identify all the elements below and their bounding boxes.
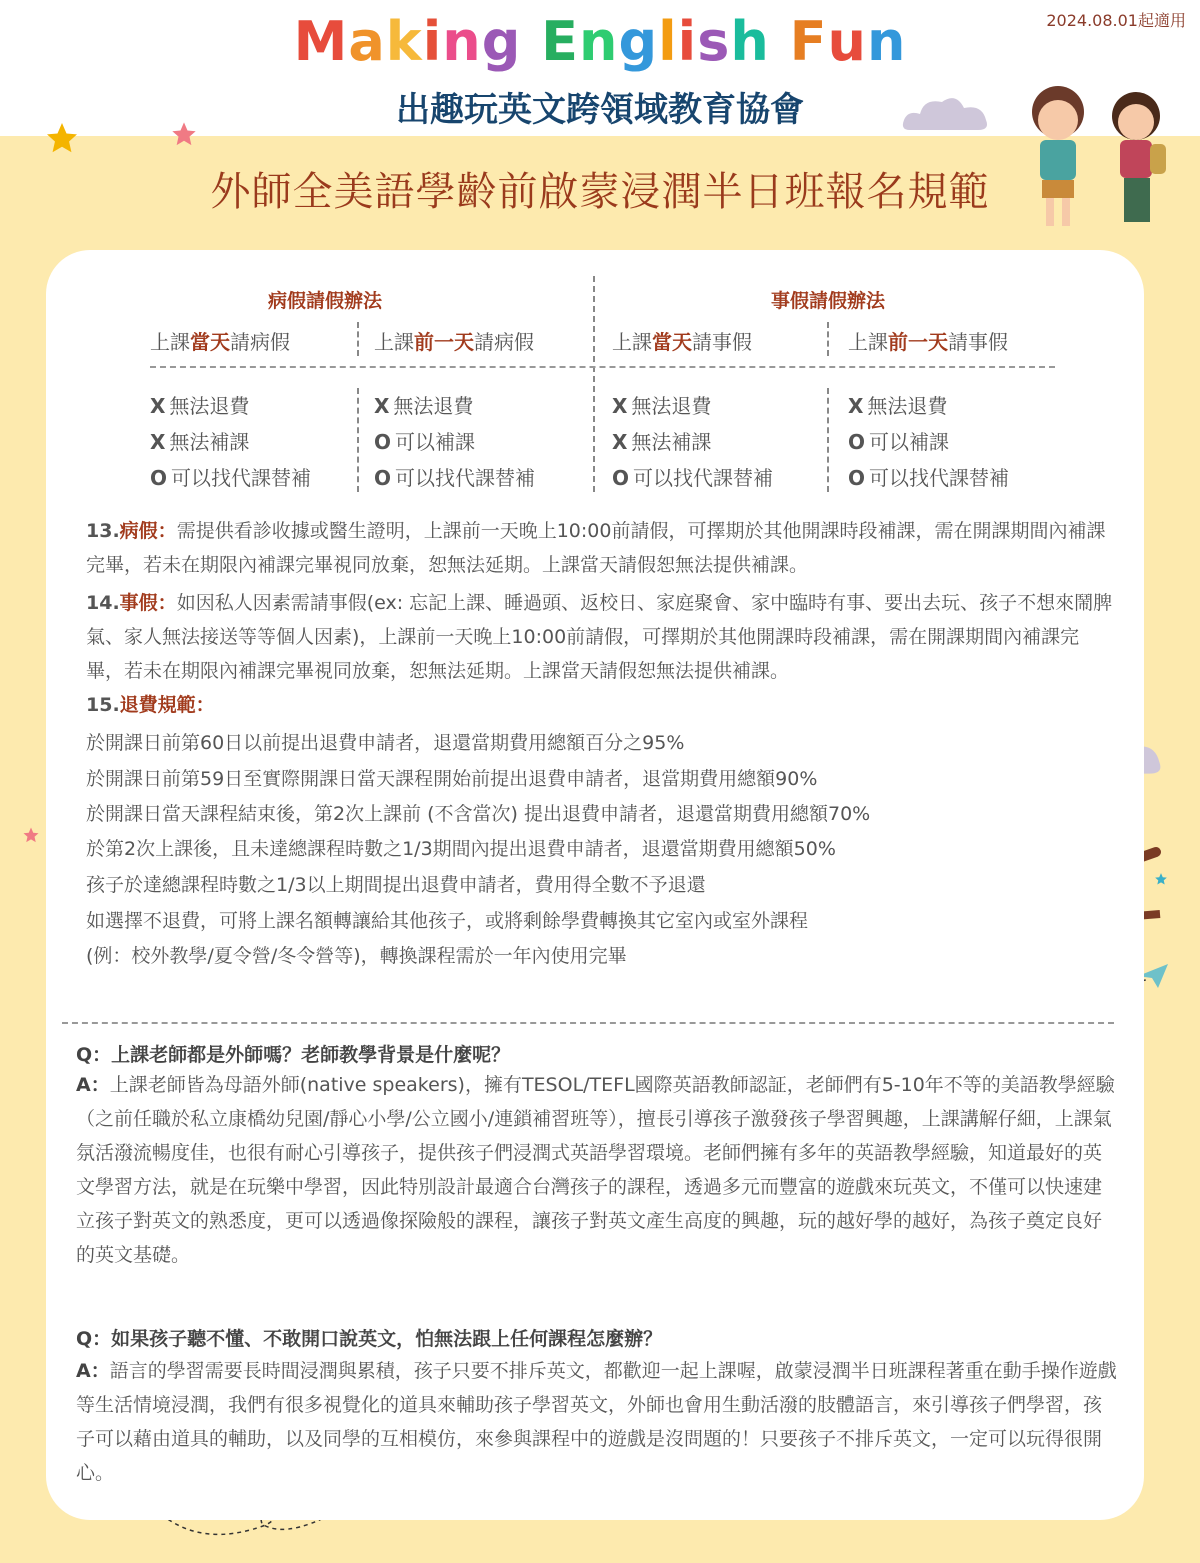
brand-letter: i xyxy=(422,10,443,73)
faq-answer: A：上課老師皆為母語外師(native speakers)，擁有TESOL/TEFL國際英語教師認証，老師們有5-10年不等的美語教學經驗（之前任職於私立康橋幼兒園/靜心小學/公立國小/連鎖補習班等），擅長引導孩子激發孩子學習興趣，上課講解仔細，上課氣氛活潑流暢度佳，也很有耐心引導孩子，提供孩子們浸潤式英語學習環境。老師們擁有多年的英語教學經驗，知道最好的英文學習方法，就是在玩樂中學習，因此特別設計最適合台灣孩子的課程，透過多元而豐富的遊戲來玩英文，不僅可以快速建立孩子對英文的熟悉度，更可以透過像探險般的課程，讓孩子對英文產生高度的興趣，玩的越好學的越好，為孩子奠定良好的英文基礎。 xyxy=(76,1074,1115,1266)
brand-letter: g xyxy=(481,10,522,73)
section-divider xyxy=(62,1022,1114,1024)
rule-item: O 可以補課 xyxy=(848,430,950,454)
brand-letter: E xyxy=(541,10,580,73)
brand-letter: u xyxy=(827,10,867,73)
table-divider xyxy=(593,276,595,492)
brand-letter: n xyxy=(866,10,907,73)
brand-letter: n xyxy=(579,10,619,73)
rule-item: O 可以找代課替補 xyxy=(374,466,536,490)
rule-item: O 可以找代課替補 xyxy=(612,466,774,490)
rule-item: X 無法補課 xyxy=(612,430,712,454)
column-header: 上課當天請事假 xyxy=(612,330,752,354)
brand-letter: a xyxy=(348,10,386,73)
brand-letter xyxy=(521,10,541,73)
rule-15-refund-heading: 15.退費規範： xyxy=(86,694,215,716)
rule-column xyxy=(150,388,311,496)
faq-answer: A：語言的學習需要長時間浸潤與累積，孩子只要不排斥英文，都歡迎一起上課喔，啟蒙浸潤半日班課程著重在動手操作遊戲等生活情境浸潤，我們有很多視覺化的道具來輔助孩子學習英文，外師也會用生動活潑的肢體語言，來引導孩子們學習，孩子可以藉由道具的輔助，以及同學的互相模仿，來參與課程中的遊戲是沒問題的！只要孩子不排斥英文，一定可以玩得很開心。 xyxy=(76,1360,1117,1484)
brand-letter: h xyxy=(730,10,770,73)
refund-rule: 孩子於達總課程時數之1/3以上期間提出退費申請者，費用得全數不予退還 xyxy=(86,874,706,896)
leave-policy-table xyxy=(100,276,1060,496)
page-title: 外師全美語學齡前啟蒙浸潤半日班報名規範 xyxy=(210,169,990,215)
brand-letter: g xyxy=(618,10,659,73)
table-divider xyxy=(827,322,829,356)
rule-item: O 可以找代課替補 xyxy=(150,466,312,490)
refund-rule: 於開課日前第60日以前提出退費申請者，退還當期費用總額百分之95% xyxy=(86,732,685,754)
rule-item: X 無法退費 xyxy=(150,394,250,418)
rule-item: X 無法補課 xyxy=(150,430,250,454)
table-divider xyxy=(357,322,359,356)
brand-letter: i xyxy=(677,10,698,73)
brand-letter: s xyxy=(697,10,731,73)
rule-column xyxy=(848,388,1009,496)
sick-leave-title: 病假請假辦法 xyxy=(267,290,382,312)
effective-date: 2024.08.01起適用 xyxy=(1046,11,1186,30)
brand-letter xyxy=(770,10,790,73)
brand-letter: k xyxy=(385,10,423,73)
table-divider xyxy=(150,366,1055,368)
rule-item: X 無法退費 xyxy=(374,394,474,418)
brand-letter: F xyxy=(789,10,828,73)
table-divider xyxy=(357,388,359,492)
brand-logo-title xyxy=(0,10,1200,73)
faq-question: Q：如果孩子聽不懂、不敢開口說英文，怕無法跟上任何課程怎麼辦？ xyxy=(76,1328,663,1350)
personal-leave-title: 事假請假辦法 xyxy=(770,290,885,312)
column-header: 上課前一天請病假 xyxy=(374,330,534,354)
rule-column xyxy=(612,388,773,496)
brand-letter: l xyxy=(658,10,678,73)
rule-item: X 無法退費 xyxy=(848,394,948,418)
brand-letter: n xyxy=(442,10,482,73)
star-icon xyxy=(22,826,40,844)
rule-13-sick-leave: 13.病假：需提供看診收據或醫生證明，上課前一天晚上10:00前請假，可擇期於其他開課時段補課，需在開課期間內補課完畢，若未在期限內補課完畢視同放棄，恕無法延期。上課當天請假恕無法提供補課。 xyxy=(86,520,1106,576)
rule-column xyxy=(374,388,535,496)
refund-rule: 如選擇不退費，可將上課名額轉讓給其他孩子，或將剩餘學費轉換其它室內或室外課程 xyxy=(86,910,809,932)
rule-item: O 可以找代課替補 xyxy=(848,466,1010,490)
organization-name: 出趣玩英文跨領域教育協會 xyxy=(396,90,804,130)
refund-rule: 於開課日前第59日至實際開課日當天課程開始前提出退費申請者，退當期費用總額90% xyxy=(86,768,818,790)
rule-item: O 可以補課 xyxy=(374,430,476,454)
refund-rule: 於第2次上課後，且未達總課程時數之1/3期間內提出退費申請者，退還當期費用總額50% xyxy=(86,838,836,860)
refund-rule: (例：校外教學/夏令營/冬令營等)，轉換課程需於一年內使用完畢 xyxy=(86,945,627,967)
rule-14-personal-leave: 14.事假：如因私人因素需請事假(ex: 忘記上課、睡過頭、返校日、家庭聚會、家中臨時有事、要出去玩、孩子不想來鬧脾氣、家人無法接送等等個人因素)，上課前一天晚上10:00前請假，可擇期於其他開課時段補課，需在開課期間內補課完畢，若未在期限內補課完畢視同放棄，恕無法延期。上課當天請假恕無法提供補課。 xyxy=(86,592,1113,682)
column-header: 上課前一天請事假 xyxy=(848,330,1008,354)
column-header: 上課當天請病假 xyxy=(150,330,290,354)
refund-rule: 於開課日當天課程結束後，第2次上課前 (不含當次) 提出退費申請者，退還當期費用總額70% xyxy=(86,803,871,825)
faq-question: Q：上課老師都是外師嗎？老師教學背景是什麼呢？ xyxy=(76,1044,511,1066)
rule-item: X 無法退費 xyxy=(612,394,712,418)
table-divider xyxy=(827,388,829,492)
brand-letter: M xyxy=(293,10,349,73)
